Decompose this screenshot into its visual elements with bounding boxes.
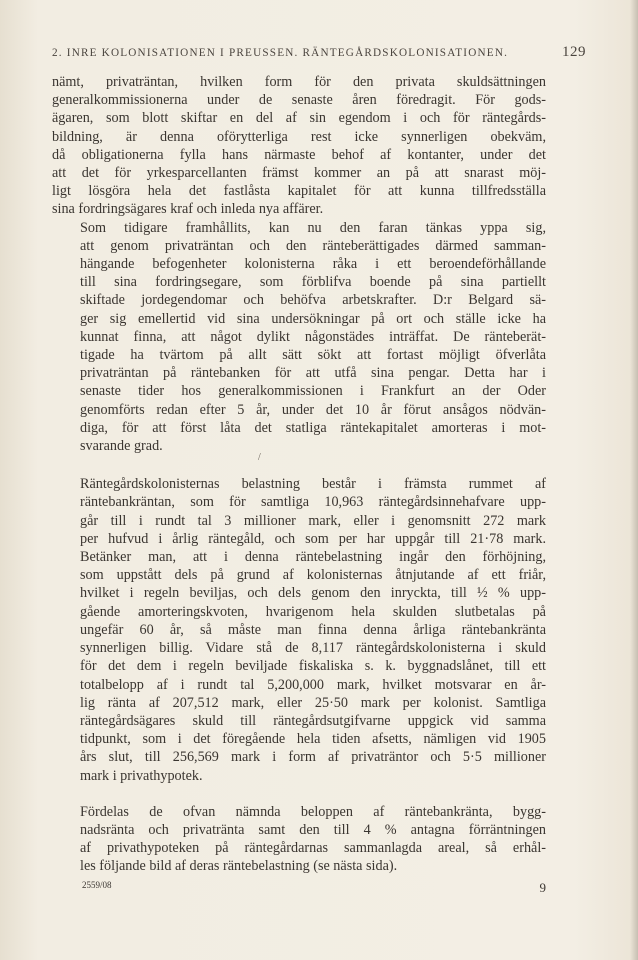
text-line: tigade ha tvärtom på allt sätt sökt att fortast möjligt öfverlåta [80, 347, 546, 364]
text-line: kunnat finna, att något dylikt någonstädes inträffat. De ränteberät- [80, 328, 546, 345]
text-line: års slut, till 256,569 mark i form af privaträntor och 5·5 millioner [80, 749, 546, 766]
paragraph-4 [52, 803, 546, 876]
paragraph-3 [52, 475, 546, 784]
text-line: går till i rundt tal 3 millioner mark, eller i genomsnitt 272 mark [80, 512, 546, 529]
text-line: räntegårdsägares skuld till räntegårdsutgifvarne uppgick vid samma [80, 712, 546, 729]
page-number: 129 [562, 44, 586, 60]
text-line: svarande grad. [80, 438, 163, 455]
text-line: lig ränta af 207,512 mark, eller 25·50 mark per kolonist. Samtliga [80, 694, 546, 711]
text-line: då obligationerna fylla hans närmaste behof af kontanter, under det [52, 146, 546, 163]
sheet-number: 9 [539, 880, 546, 895]
text-line: gående amorteringskvoten, hvarigenom hela skulden slutbetalas på [80, 603, 546, 620]
paragraph-2 [52, 219, 546, 456]
paragraph-1 [52, 73, 546, 219]
text-line: les följande bild af deras räntebelastning (se nästa sida). [80, 858, 398, 875]
text-line: ägaren, som blott skiftar en del af sin egendom i och för räntegårds- [52, 110, 546, 127]
text-line: synnerligen billig. Vidare stå de 8,117 räntegårdskolonisterna i skuld [80, 640, 546, 657]
text-line: bildning, är denna oförytterliga rest icke synnerligen obekväm, [52, 128, 546, 145]
text-line: ungefär 60 år, så måste man finna denna årliga räntebankränta [80, 621, 546, 638]
text-line: Som tidigare framhållits, kan nu den faran tänkas yppa sig, [80, 219, 546, 236]
header-title: 2. INRE KOLONISATIONEN I PREUSSEN. RÄNTEGÅRDSKOLONISATIONEN. [52, 47, 509, 59]
text-line: att genom privaträntan och den ränteberättigades därmed samman- [80, 237, 546, 254]
text-line: nadsränta och privatränta samt den till 4 % antagna förräntningen [80, 821, 546, 838]
text-line: hvilket i regeln beviljas, och dels genom den inryckta, till ½ % upp- [80, 585, 546, 602]
text-line: Betänker man, att i denna räntebelastning ingår den förhöjning, [80, 549, 546, 566]
running-header [52, 44, 586, 61]
text-line: som uppstått dels på grund af kolonisternas åtnjutande af ett friår, [80, 567, 546, 584]
text-line: af privathypoteken på räntegårdarnas sammanlagda areal, så erhål- [80, 840, 546, 857]
text-line: till sina fordringsegare, som förblifva boende på sina partiellt [80, 274, 546, 291]
text-line: skiftade jordegendomar och behöfva arbetskrafter. D:r Belgard sä- [80, 292, 546, 309]
body-text [52, 73, 546, 876]
text-line: Räntegårdskolonisternas belastning består i främsta rummet af [80, 476, 546, 493]
text-line: ligt lösgöra hela det fastlåsta kapitalet för att kunna tillfredsställa [52, 183, 546, 200]
text-line: per hufvud i årlig räntegåld, och som per har uppgår till 21·78 mark. [80, 530, 546, 547]
text-line: privaträntan på räntebanken för att utfå sina pengar. Detta har i [80, 365, 546, 382]
text-line: sina fordringsägares kraf och inleda nya affärer. [52, 201, 324, 218]
text-line: nämt, privaträntan, hvilken form för den privata skuldsättningen [52, 74, 546, 90]
text-line: att det för yrkesparcellanten främst kommer an på att snarast möj- [52, 165, 546, 182]
text-line: Fördelas de ofvan nämnda beloppen af räntebankränta, bygg- [80, 803, 546, 820]
text-line: genomförts redan efter 5 år, under det 10 år förut ansågos nödvän- [80, 401, 546, 418]
text-line: hängande befogenheter kolonisterna råka i ett beroendeförhållande [80, 256, 546, 273]
text-line: diga, för att först låta det statliga räntekapitalet amorteras i mot- [80, 419, 546, 436]
text-line: ger sig emellertid vid sina undersökningar på ort och ställe icke ha [80, 310, 546, 327]
text-line: totalbelopp af i rundt tal 5,200,000 mark, hvilket motsvarar en år- [80, 676, 546, 693]
page-footer [82, 880, 546, 896]
page-edge-shadow [630, 0, 638, 960]
margin-mark: / [258, 452, 261, 463]
text-line: senaste tider hos generalkommissionen i Frankfurt an der Oder [80, 383, 546, 400]
text-line: tidpunkt, som i det föregående hela tiden afsetts, nämligen vid 1905 [80, 731, 546, 748]
printer-signature: 2559/08 [82, 880, 112, 890]
text-line: för det dem i regeln beviljade fiskaliska s. k. byggnadslånet, till ett [80, 658, 546, 675]
text-line: generalkommissionerna under de senaste åren föredragit. För gods- [52, 92, 546, 109]
text-line: mark i privathypotek. [80, 767, 203, 784]
text-line: räntebankräntan, som för samtliga 10,963 räntegårdsinnehafvare upp- [80, 494, 546, 511]
